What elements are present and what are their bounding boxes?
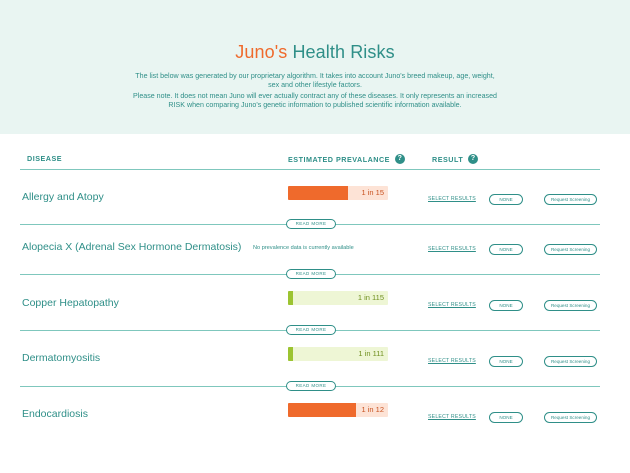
prevalence-bar bbox=[288, 291, 388, 305]
read-more-button[interactable]: READ MORE bbox=[286, 381, 336, 391]
read-more-button[interactable]: READ MORE bbox=[286, 219, 336, 229]
none-button[interactable]: NONE bbox=[489, 300, 523, 311]
request-screening-button[interactable]: Request Screening bbox=[544, 194, 597, 205]
select-results-link[interactable]: SELECT RESULTS bbox=[428, 196, 476, 202]
column-header-result bbox=[432, 154, 478, 164]
prevalence-bar bbox=[288, 347, 388, 361]
page-title-text: Health Risks bbox=[287, 42, 395, 62]
pet-name: Juno's bbox=[235, 42, 288, 62]
prevalence-label: 1 in 12 bbox=[361, 405, 384, 414]
request-screening-button[interactable]: Request Screening bbox=[544, 244, 597, 255]
disease-name: Copper Hepatopathy bbox=[22, 297, 119, 309]
select-results-link[interactable]: SELECT RESULTS bbox=[428, 302, 476, 308]
disease-name: Endocardiosis bbox=[22, 408, 88, 420]
column-header-prevalence bbox=[288, 154, 405, 164]
none-button[interactable]: NONE bbox=[489, 412, 523, 423]
none-button[interactable]: NONE bbox=[489, 194, 523, 205]
none-button[interactable]: NONE bbox=[489, 356, 523, 367]
result-help-icon[interactable]: ? bbox=[468, 154, 478, 164]
select-results-link[interactable]: SELECT RESULTS bbox=[428, 414, 476, 420]
prevalence-bar-fill bbox=[288, 291, 293, 305]
select-results-link[interactable]: SELECT RESULTS bbox=[428, 358, 476, 364]
prevalence-bar-fill bbox=[288, 186, 348, 200]
read-more-button[interactable]: READ MORE bbox=[286, 269, 336, 279]
read-more-button[interactable]: READ MORE bbox=[286, 325, 336, 335]
disease-name: Dermatomyositis bbox=[22, 352, 101, 364]
column-header-result-label: RESULT bbox=[432, 154, 464, 164]
prevalence-help-icon[interactable]: ? bbox=[395, 154, 405, 164]
prevalence-bar bbox=[288, 186, 388, 200]
request-screening-button[interactable]: Request Screening bbox=[544, 300, 597, 311]
none-button[interactable]: NONE bbox=[489, 244, 523, 255]
prevalence-label: 1 in 115 bbox=[357, 293, 384, 302]
header-divider bbox=[20, 169, 600, 170]
no-prevalence-note: No prevalence data is currently available bbox=[253, 245, 354, 251]
intro-paragraph: The list below was generated by our proprietary algorithm. It takes into account Juno's breed makeup, age, weight, sex and other lifestyle factors. bbox=[135, 72, 495, 89]
column-header-disease-label: DISEASE bbox=[27, 154, 63, 163]
prevalence-label: 1 in 15 bbox=[361, 188, 384, 197]
disease-name: Alopecia X (Adrenal Sex Hormone Dermatosis) bbox=[22, 241, 242, 253]
prevalence-bar-fill bbox=[288, 403, 356, 417]
prevalence-bar bbox=[288, 403, 388, 417]
select-results-link[interactable]: SELECT RESULTS bbox=[428, 246, 476, 252]
request-screening-button[interactable]: Request Screening bbox=[544, 356, 597, 367]
disease-name: Allergy and Atopy bbox=[22, 191, 104, 203]
prevalence-label: 1 in 111 bbox=[358, 349, 384, 358]
column-header-disease bbox=[27, 154, 62, 163]
disclaimer-paragraph: Please note. It does not mean Juno will ever actually contract any of these diseases. It only represents an increased RISK when comparing Juno's genetic information to published scientific information available. bbox=[133, 92, 497, 109]
request-screening-button[interactable]: Request Screening bbox=[544, 412, 597, 423]
page-title bbox=[0, 42, 630, 63]
header-banner bbox=[0, 0, 630, 134]
prevalence-bar-fill bbox=[288, 347, 293, 361]
column-header-prevalence-label: ESTIMATED PREVALANCE bbox=[288, 154, 390, 164]
